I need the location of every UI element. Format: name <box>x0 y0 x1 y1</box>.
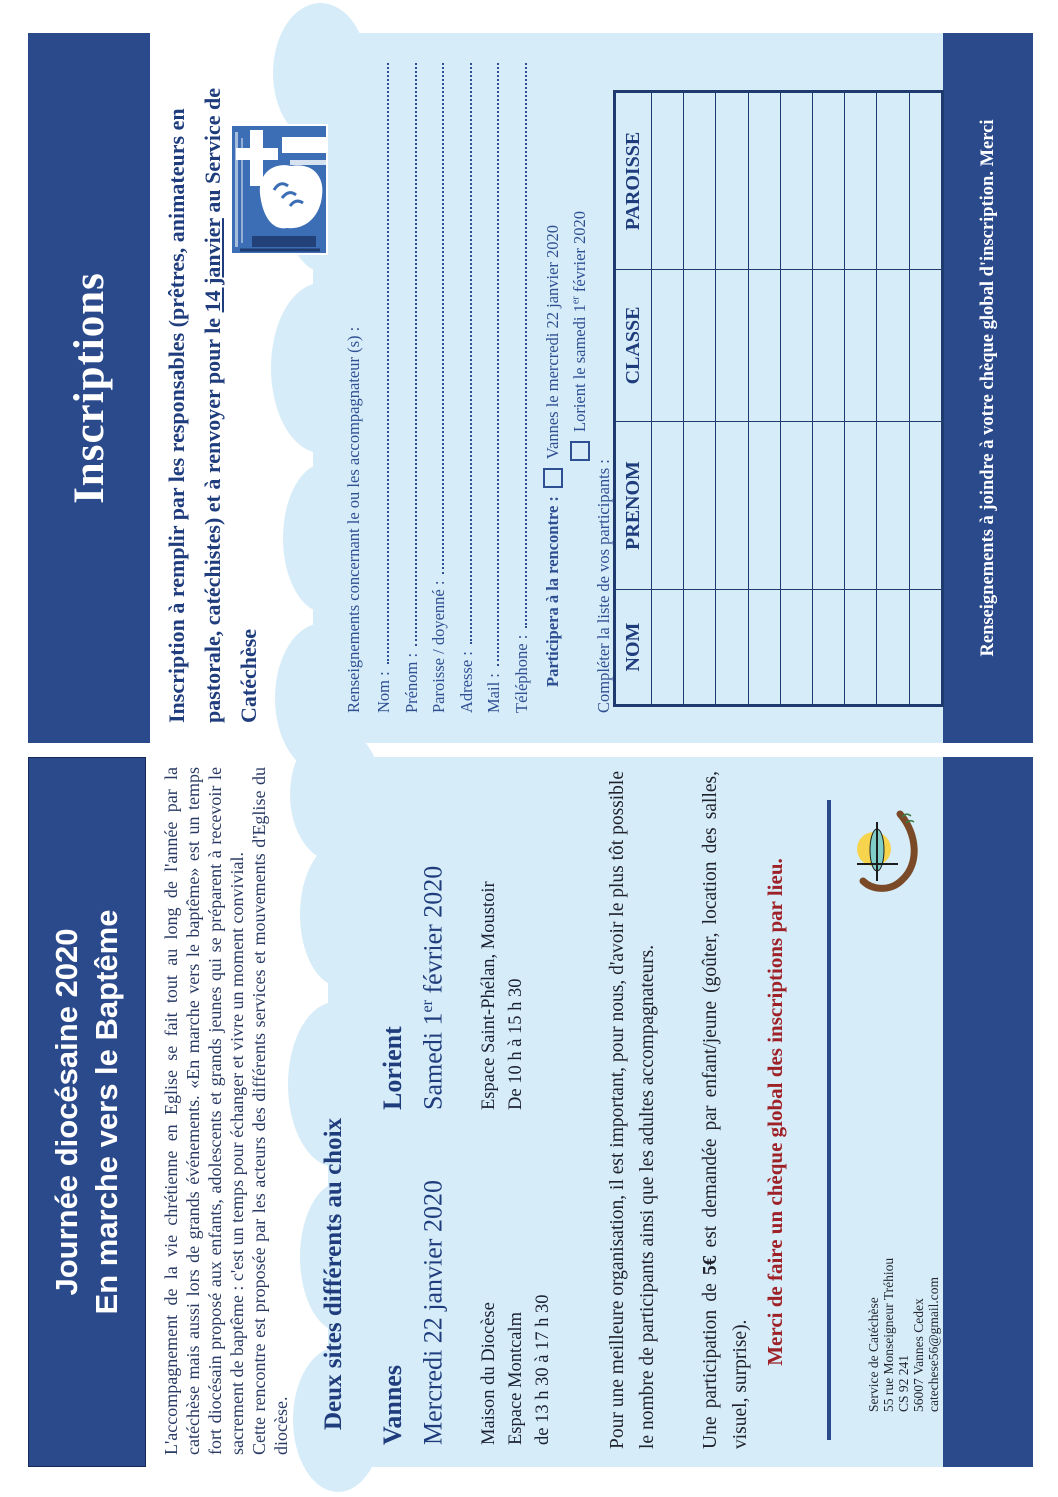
table-cell-empty <box>684 270 716 422</box>
address-line: CS 92 241 <box>896 1354 911 1412</box>
table-cell-empty <box>780 270 812 422</box>
site-details <box>476 775 530 1110</box>
table-cell-empty <box>748 422 780 590</box>
meeting-label: Participera à la rencontre : <box>542 496 562 687</box>
fill-in-line <box>442 63 444 574</box>
table-row <box>652 92 684 706</box>
sites-heading: Deux sites différents au choix <box>320 1117 347 1430</box>
site-detail-line: Maison du Diocèse <box>478 1302 499 1445</box>
page-title: Inscriptions <box>65 272 113 504</box>
cheque-note-band <box>943 33 1033 743</box>
site-name: Lorient <box>378 1026 407 1110</box>
site-name: Vannes <box>378 1365 407 1445</box>
site-detail-line: Espace Saint-Phélan, Moustoir <box>478 881 499 1110</box>
col-header-nom: NOM <box>615 590 652 706</box>
intro-text <box>160 767 292 1455</box>
table-cell-empty <box>845 422 877 590</box>
table-cell-empty <box>909 590 942 706</box>
fill-in-line <box>470 63 472 644</box>
option-vannes-label: Vannes le mercredi 22 janvier 2020 <box>542 224 562 460</box>
table-cell-empty <box>812 270 844 422</box>
table-cell-empty <box>684 590 716 706</box>
cheque-instruction: Merci de faire un chèque global des inscriptions par lieu. <box>763 858 787 1366</box>
checkbox-lorient <box>570 441 590 461</box>
table-cell-empty <box>748 270 780 422</box>
address-line: 55 rue Monseigneur Tréhiou <box>881 1257 896 1412</box>
table-cell-empty <box>684 422 716 590</box>
table-cell-empty <box>716 422 748 590</box>
fill-in-line <box>387 63 389 664</box>
field-adresse: Adresse : <box>457 61 485 713</box>
checkbox-vannes <box>543 468 563 488</box>
table-cell-empty <box>909 270 942 422</box>
table-header-row <box>615 92 652 706</box>
title-band <box>28 33 150 743</box>
table-row <box>780 92 812 706</box>
event-title-line2: En marche vers le Baptême <box>89 909 124 1315</box>
table-cell-empty <box>845 92 877 270</box>
table-cell-empty <box>812 92 844 270</box>
contact-address <box>866 1258 941 1412</box>
site-detail-line: Espace Montcalm <box>505 1311 526 1445</box>
event-title-line1: Journée diocésaine 2020 <box>49 928 84 1296</box>
meeting-choice-vannes <box>539 61 567 687</box>
table-row <box>748 92 780 706</box>
field-mail: Mail : <box>484 61 512 713</box>
table-body <box>652 92 943 706</box>
table-cell-empty <box>716 92 748 270</box>
table-cell-empty <box>684 92 716 270</box>
col-header-classe: CLASSE <box>615 270 652 422</box>
table-cell-empty <box>652 92 684 270</box>
site-date: Samedi 1er février 2020 <box>418 865 448 1110</box>
field-prenom: Prénom : <box>402 61 430 713</box>
page-journee <box>28 757 1033 1467</box>
table-cell-empty <box>877 270 909 422</box>
bottom-band <box>943 757 1033 1467</box>
table-cell-empty <box>877 590 909 706</box>
table-row <box>716 92 748 706</box>
table-cell-empty <box>652 270 684 422</box>
cheque-note: Renseignements à joindre à votre chèque global d'inscription. Merci <box>977 119 998 657</box>
heading-text: Inscription à remplir par les responsables (prêtres, animateurs en pastorale, catéchistes) et à renvoyer pour le <box>164 108 225 723</box>
catechese-logo-icon <box>844 809 922 895</box>
participants-table <box>613 90 944 707</box>
organisation-note: Pour une meilleure organisation, il est important, pour nous, d'avoir le plus tôt possible le nombre de participants ainsi que les adultes accompagnateurs. <box>607 771 658 1449</box>
field-nom: Nom : <box>374 61 402 713</box>
col-header-paroisse: PAROISSE <box>615 92 652 270</box>
site-detail-line: de 13 h 30 à 17 h 30 <box>532 1294 553 1445</box>
table-cell-empty <box>780 590 812 706</box>
table-cell-empty <box>877 422 909 590</box>
footer-rule <box>827 800 831 1440</box>
table-row <box>812 92 844 706</box>
fill-in-line <box>525 63 527 628</box>
participants-list-label: Compléter la liste de vos participants : <box>594 459 613 713</box>
fee-amount: 5€ <box>700 1255 721 1276</box>
page-inscriptions <box>28 33 1033 743</box>
meeting-choice-lorient <box>567 61 595 461</box>
field-paroisse: Paroisse / doyenné : <box>429 61 457 713</box>
table-cell-empty <box>780 422 812 590</box>
field-telephone: Téléphone : <box>512 61 540 713</box>
accompagnateur-form <box>344 61 624 713</box>
table-cell-empty <box>748 92 780 270</box>
table-cell-empty <box>812 590 844 706</box>
table-cell-empty <box>812 422 844 590</box>
address-line: 56007 Vannes Cedex <box>911 1298 926 1412</box>
fill-in-line <box>497 63 499 666</box>
baptism-illustration-icon <box>230 124 328 255</box>
table-row <box>684 92 716 706</box>
col-header-prenom: PRENOM <box>615 422 652 590</box>
site-date: Mercredi 22 janvier 2020 <box>418 1180 448 1445</box>
fill-in-line <box>415 63 417 646</box>
site-detail-line: De 10 h à 15 h 30 <box>505 978 526 1110</box>
table-cell-empty <box>716 270 748 422</box>
table-cell-empty <box>652 590 684 706</box>
intro-paragraph-1: L'accompagnement de la vie chrétienne en Eglise se fait tout au long de l'année par la catéchèse mais aussi lors de grands événements. «En marche vers le baptême» est un temps fort diocésain proposé aux enfants, adolescents et grands jeunes qui se préparent à recevoir le sacrement de baptême : c'est un temps pour échanger et vivre un moment convivial. <box>161 767 247 1455</box>
table-cell-empty <box>845 590 877 706</box>
heading-deadline: 14 janvier <box>200 218 225 313</box>
table-row <box>877 92 909 706</box>
form-intro-label: Renseignements concernant le ou les accompagnateur (s) : <box>344 326 363 713</box>
site-details <box>476 1120 557 1445</box>
intro-paragraph-2: Cette rencontre est proposée par les acteurs des différents services et mouvements d'Eglise du diocèse. <box>249 767 291 1455</box>
table-row <box>909 92 942 706</box>
table-cell-empty <box>845 270 877 422</box>
table-row <box>845 92 877 706</box>
table-cell-empty <box>780 92 812 270</box>
table-cell-empty <box>716 590 748 706</box>
address-line: Service de Catéchèse <box>866 1297 881 1412</box>
site-vannes <box>376 1120 557 1445</box>
table-cell-empty <box>877 92 909 270</box>
table-cell-empty <box>909 92 942 270</box>
fee-note: Une participation de 5€ est demandée par enfant/jeune (goûter, location des salles, visuel, surprise). <box>700 771 751 1449</box>
site-lorient <box>376 775 530 1110</box>
title-band <box>28 757 146 1467</box>
table-cell-empty <box>748 590 780 706</box>
table-cell-empty <box>652 422 684 590</box>
option-lorient-label: Lorient le samedi 1er février 2020 <box>570 210 590 432</box>
email-address: catechese56@gmail.com <box>926 1277 941 1412</box>
table-cell-empty <box>909 422 942 590</box>
heading-text-end: au Service de Catéchèse <box>200 87 261 723</box>
